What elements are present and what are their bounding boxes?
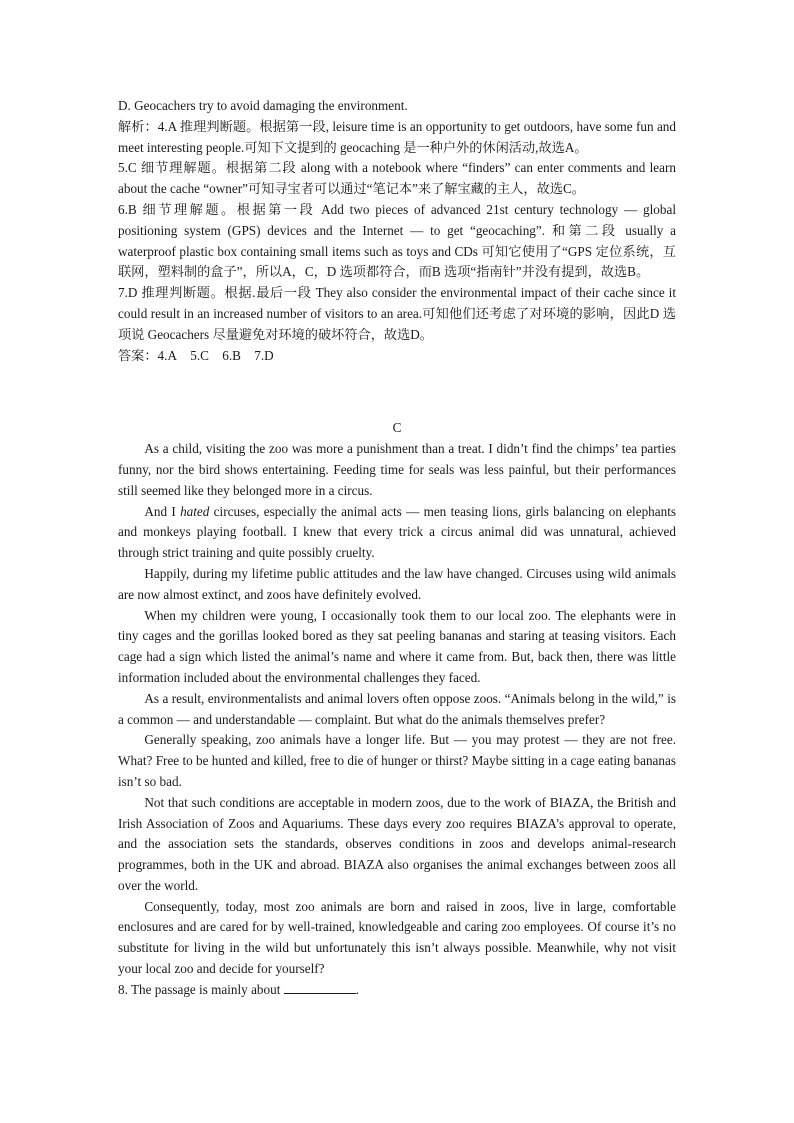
analysis-q4: 解析：4.A 推理判断题。根据第一段, leisure time is an opportunity to get outdoors, have some fun and meet interesting people.可知下文提到的 geocaching 是一种户外的休闲活动,故选A。 — [118, 118, 676, 155]
document-page — [118, 96, 676, 1001]
question-8-end: . — [355, 981, 359, 997]
answer-label: 答案：4.A — [118, 347, 177, 363]
option-d: D. Geocachers try to avoid damaging the environment. — [118, 98, 408, 113]
paragraph-3: Happily, during my lifetime public attitudes and the law have changed. Circuses using wild animals are now almost extinct, and zoos have definitely evolved. — [118, 565, 676, 602]
paragraph-5: As a result, environmentalists and animal lovers often oppose zoos. “Animals belong in the wild,” is a common — and understandable — complaint. But what do the animals themselves prefer? — [118, 690, 676, 727]
paragraph-8: Consequently, today, most zoo animals are born and raised in zoos, live in large, comfortable enclosures and are cared for by well-trained, knowledgeable and caring zoo employees. Of course it’s no substitute for living in the wild but unfortunately this isn’t always possible. Meanwhile, why not visit your local zoo and decide for yourself? — [118, 898, 676, 977]
question-8 — [118, 980, 676, 1001]
section-title: C — [392, 420, 402, 436]
answer-item: 7.D — [254, 347, 274, 363]
paragraph-2 — [118, 502, 676, 564]
paragraph-2-rest: circuses, especially the animal acts — men teasing lions, girls balancing on elephants and monkeys playing football. I knew that every trick a circus animal did was unnatural, achieved through strict training and quite possibly cruelty. — [118, 503, 676, 561]
answer-key — [118, 346, 676, 367]
paragraph-4: When my children were young, I occasionally took them to our local zoo. The elephants were in tiny cages and the gorillas looked bored as they sat peeling bananas and staring at teasing visitors. Each cage had a sign which listed the animal’s name and where it came from. But, back then, there was little information included about the environmental challenges they faced. — [118, 607, 676, 685]
analysis-q6: 6.B 细节理解题。根据第一段 Add two pieces of advanced 21st century technology — global positioning system (GPS) devices and the Internet — to get “geocaching”. 和第二段 usually a waterproof plastic box containing small items such as toys and CDs 可知它使用了“GPS 定位系统，互联网，塑料制的盒子”，所以A，C，D 选项都符合，而B 选项“指南针”并没有提到，故选B。 — [118, 201, 676, 280]
emphasis-hated: hated — [180, 503, 210, 519]
paragraph-6: Generally speaking, zoo animals have a longer life. But — you may protest — they are not free. What? Free to be hunted and killed, free to die of hunger or thirst? Maybe sitting in a cage eating bananas isn’t so bad. — [118, 732, 676, 789]
analysis-q5: 5.C 细节理解题。根据第二段 along with a notebook where “finders” can enter comments and learn about the cache “owner”可知寻宝者可以通过“笔记本”来了解宝藏的主人，故选C。 — [118, 160, 676, 197]
paragraph-2-start: And I — [144, 503, 181, 519]
question-8-stem: 8. The passage is mainly about — [118, 981, 281, 997]
answer-item: 5.C — [190, 347, 209, 363]
paragraph-7: Not that such conditions are acceptable in modern zoos, due to the work of BIAZA, the British and Irish Association of Zoos and Aquariums. These days every zoo requires BIAZA’s approval to operate, and the association sets the standards, observes conditions in zoos and develops animal-research programmes, both in the UK and abroad. BIAZA also organises the animal exchanges between zoos all over the world. — [118, 794, 676, 893]
answer-item: 6.B — [222, 347, 241, 363]
paragraph-1: As a child, visiting the zoo was more a punishment than a treat. I didn’t find the chimps’ tea parties funny, nor the bird shows entertaining. Feeding time for seals was less painful, but their performances still seemed like they belonged more in a circus. — [118, 441, 676, 498]
answer-blank[interactable] — [284, 981, 356, 994]
analysis-q7: 7.D 推理判断题。根据.最后一段 They also consider the environmental impact of their cache since it could result in an increased number of visitors to an area.可知他们还考虑了对环境的影响，因此D 选项说 Geocachers 尽量避免对环境的破坏符合，故选D。 — [118, 285, 676, 342]
